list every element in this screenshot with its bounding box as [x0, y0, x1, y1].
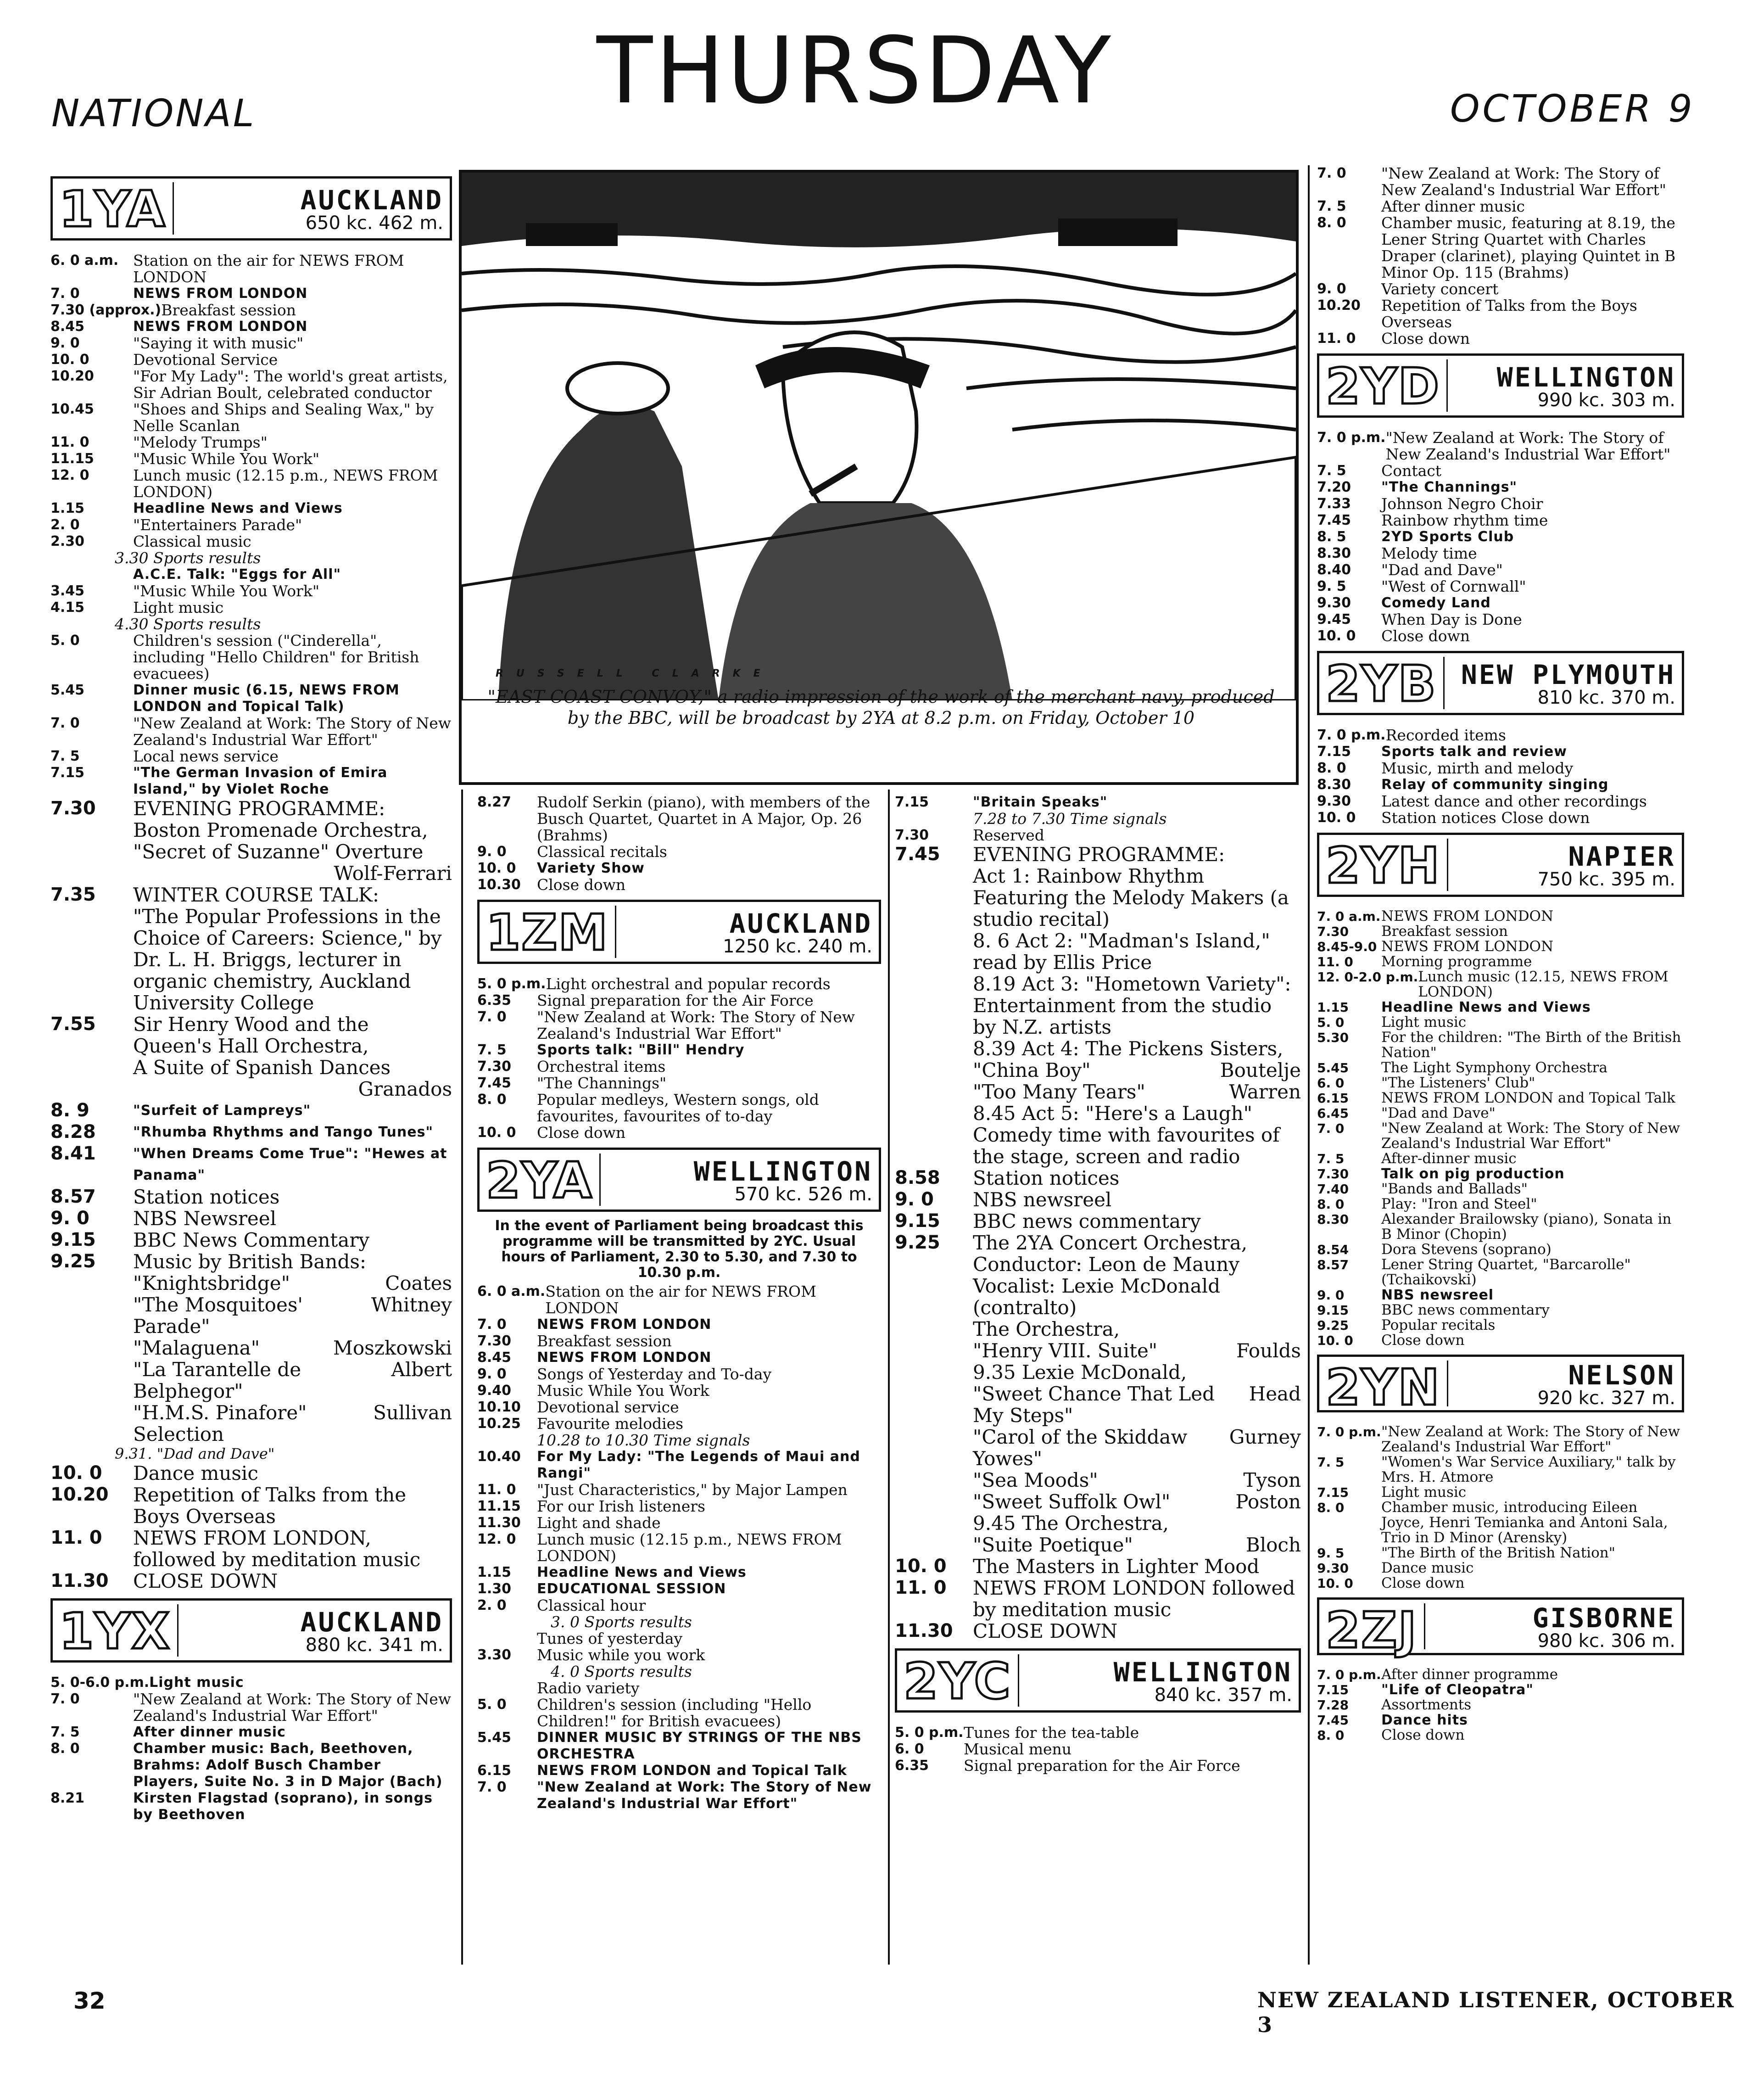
- station-call-sign: 1YX: [59, 1604, 179, 1657]
- station-call-sign: 2YB: [1326, 657, 1445, 709]
- programme-entry: 7. 5 After dinner music: [1317, 197, 1525, 215]
- programme-entry: 7.30 Orchestral items: [477, 1058, 666, 1075]
- programme-entry: A.C.E. Talk: "Eggs for All": [133, 566, 341, 582]
- programme-entry: 8.28 "Rhumba Rhythms and Tango Tunes": [50, 1121, 434, 1142]
- programme-entry: 7. 0 p.m. "New Zealand at Work: The Story of New Zealand's Industrial War Effort": [1317, 1423, 1680, 1455]
- station-city: WELLINGTON: [693, 1156, 872, 1187]
- station-call-sign: 2ZJ: [1326, 1603, 1425, 1649]
- music-title: "Henry VIII. Suite": [973, 1339, 1158, 1362]
- station-frequency: 570 kc. 526 m.: [734, 1184, 872, 1205]
- composer: Coates: [385, 1272, 452, 1294]
- programme-entry: 11. 0 Close down: [1317, 330, 1470, 347]
- programme-entry: 7. 0 "New Zealand at Work: The Story of New Zealand's Industrial War Effort": [1317, 1120, 1680, 1152]
- programme-entry: 8.41 "When Dreams Come True": "Hewes at Panama": [50, 1143, 447, 1183]
- programme-entry: 9. 0 NBS newsreel: [895, 1188, 1112, 1211]
- programme-entry: 8. 0 Chamber music, introducing Eileen Joyce, Henri Temianka and Antoni Sala, Trio in D Minor (Arensky): [1317, 1499, 1668, 1546]
- composer: Boutelje: [1220, 1059, 1301, 1081]
- artist-signature: RUSSELL CLARKE: [496, 668, 773, 679]
- station-header-2yb: [1317, 651, 1684, 715]
- programme-entry: 6. 0 "The Listeners' Club": [1317, 1075, 1535, 1091]
- programme-entry: 8.40 "Dad and Dave": [1317, 561, 1503, 579]
- programme-entry: 5. 0 Light music: [1317, 1014, 1467, 1030]
- programme-entry: 7.28 Assortments: [1317, 1697, 1472, 1713]
- programme-entry: 10. 0 Close down: [1317, 1575, 1465, 1591]
- programme-entry: 7.15 Light music: [1317, 1484, 1467, 1501]
- programme-entry: 9.40 Music While You Work: [477, 1382, 709, 1400]
- programme-entry: 7.15 Sports talk and review: [1317, 744, 1567, 760]
- programme-entry: 8. 0 Chamber music: Bach, Beethoven, Brahms: Adolf Busch Chamber Players, Suite No. 3 in D Major (Bach): [50, 1741, 443, 1790]
- station-frequency: 840 kc. 357 m.: [1154, 1685, 1292, 1706]
- page-date: OCTOBER 9: [1450, 87, 1695, 131]
- programme-entry: 9. 0 NBS Newsreel: [50, 1207, 277, 1230]
- composer: Tyson: [1243, 1469, 1301, 1491]
- programme-entry: 8. 0 Popular medleys, Western songs, old favourites, favourites of to-day: [477, 1091, 819, 1125]
- programme-entry: 3.30 Music while you work: [477, 1646, 705, 1664]
- programme-entry: 9. 5 "West of Cornwall": [1317, 577, 1526, 595]
- programme-entry: 5.45 Dinner music (6.15, NEWS FROM LONDON and Topical Talk): [50, 682, 400, 715]
- station-call-sign: 2YD: [1326, 359, 1448, 412]
- programme-entry: 10.20 "For My Lady": The world's great artists, Sir Adrian Boult, celebrated conductor: [50, 367, 448, 402]
- programme-entry: 7.30 Reserved: [895, 826, 1044, 844]
- programme-entry: 9. 0 Classical recitals: [477, 843, 667, 861]
- programme-entry: 5. 0 p.m. Tunes for the tea-table: [895, 1724, 1139, 1742]
- programme-entry: 10.10 Devotional service: [477, 1398, 679, 1416]
- column-2: [477, 794, 881, 1812]
- music-title: "Knightsbridge": [133, 1272, 290, 1294]
- programme-entry: 9.30 Latest dance and other recordings: [1317, 792, 1647, 810]
- programme-entry: 7.40 "Bands and Ballads": [1317, 1181, 1528, 1197]
- programme-subentry: 4.30 Sports results: [115, 615, 261, 633]
- programme-entry: 9. 0 Variety concert: [1317, 280, 1499, 298]
- programme-entry: 5. 0 Children's session (including "Hello Children!" for British evacuees): [477, 1696, 812, 1730]
- programme-list-2yn: [1317, 1424, 1684, 1591]
- programme-entry: 7.30 (approx.) Breakfast session: [50, 301, 296, 319]
- programme-entry: 6.15 NEWS FROM LONDON and Topical Talk: [1317, 1090, 1675, 1106]
- composer: Warren: [1229, 1081, 1301, 1103]
- programme-entry: 10.45 "Shoes and Ships and Sealing Wax," by Nelle Scanlan: [50, 400, 434, 435]
- programme-entry: 9. 0 "Saying it with music": [50, 334, 304, 352]
- programme-entry: 7. 0 NEWS FROM LONDON: [50, 286, 308, 302]
- programme-entry: 7.30 EVENING PROGRAMME:: [50, 797, 385, 820]
- programme-entry: 7. 5 Contact: [1317, 462, 1442, 480]
- music-title: "La Tarantelle de Belphegor": [133, 1358, 301, 1402]
- programme-entry: 8.54 Dora Stevens (soprano): [1317, 1241, 1552, 1258]
- programme-entry: 12. 0-2.0 p.m. Lunch music (12.15, NEWS FROM LONDON): [1317, 969, 1669, 1000]
- programme-subentry: 7.28 to 7.30 Time signals: [973, 810, 1167, 828]
- programme-entry: 10.25 Favourite melodies: [477, 1415, 684, 1433]
- composer: Foulds: [1236, 1339, 1301, 1362]
- programme-entry: 11.30 CLOSE DOWN: [895, 1620, 1118, 1642]
- column-divider: [888, 790, 890, 1965]
- programme-entry: 7.55 Sir Henry Wood and the Queen's Hall Orchestra,: [50, 1013, 369, 1057]
- programme-entry: 8. 0 Music, mirth and melody: [1317, 759, 1574, 777]
- programme-entry: 10.30 Close down: [477, 876, 626, 894]
- composer: Moszkowski: [333, 1337, 452, 1359]
- composer: Albert: [391, 1358, 452, 1381]
- programme-entry: 10. 0 Close down: [477, 1124, 626, 1142]
- programme-entry: 7. 0 "New Zealand at Work: The Story of New Zealand's Industrial War Effort": [477, 1008, 855, 1042]
- evening-programme-2ya: 7.45 EVENING PROGRAMME: Act 1: Rainbow Rhythm Featuring the Melody Makers (a studio recital) 8. 6 Act 2: "Madman's Island," read by Ellis Price 8.19 Act 3: "Hometown Variety": Entertainment from the studio by N.Z. artists 8.39 Act 4: The Pickens Sisters, "China Boy" Boutelje "Too Many Tears" Warren 8.45 Act 5: "Here's a Laugh" Comedy time with favourites of the stage, screen and radio 8.58 Station notices 9. 0 NBS newsreel 9.15 BBC news commentary 9.25 The 2YA Concert Orchestra, Conductor: Leon de Mauny Vocalist: Lexie McDonald (contralto) The Orchestra, "Henry VIII. Suite" Foulds 9.35 Lexie McDonald, "Sweet Chance That Led My Steps" Head "Carol of the Skiddaw Yowes" Gurney "Sea Moods" Tyson "Sweet Suffolk Owl" Poston 9.45 The Orchestra, "Suite Poetique" Bloch 10. 0 The Masters in Lighter Mood 11. 0 NEWS FROM LONDON followed by meditation music 11.30 CLOSE DOWN: [895, 843, 1301, 1642]
- station-frequency: 980 kc. 306 m.: [1537, 1630, 1675, 1652]
- programme-entry: 5. 0-6.0 p.m. Light music: [50, 1674, 244, 1691]
- programme-entry: 2.30 Classical music: [50, 532, 251, 550]
- station-header-1yx: [50, 1598, 452, 1663]
- programme-entry: 7. 0 NEWS FROM LONDON: [477, 1316, 712, 1333]
- programme-entry: 7.30 Talk on pig production: [1317, 1166, 1565, 1182]
- programme-subentry: 9.31. "Dad and Dave": [115, 1445, 275, 1462]
- music-title: "Sea Moods": [973, 1469, 1098, 1491]
- programme-entry: 8.27 Rudolf Serkin (piano), with members of the Busch Quartet, Quartet in A Major, Op. 26 (Brahms): [477, 793, 871, 844]
- programme-entry: 9.30 Comedy Land: [1317, 595, 1491, 611]
- programme-entry: 10. 0 Variety Show: [477, 860, 645, 876]
- column-divider: [1308, 165, 1310, 1965]
- programme-entry: 11. 0 Morning programme: [1317, 953, 1532, 970]
- station-header-2ya: [477, 1148, 881, 1212]
- station-header-2yh: [1317, 833, 1684, 897]
- programme-entry: 7. 5 After dinner music: [50, 1724, 286, 1740]
- station-frequency: 990 kc. 303 m.: [1537, 390, 1675, 411]
- programme-entry: 9.15 BBC news commentary: [1317, 1302, 1550, 1318]
- programme-entry: 9.15 BBC news commentary: [895, 1210, 1201, 1232]
- programme-entry: 10.20 Repetition of Talks from the Boys Overseas: [1317, 297, 1637, 331]
- programme-list-2zj: [1317, 1667, 1684, 1743]
- programme-entry: 7.45 EVENING PROGRAMME:: [895, 843, 1225, 866]
- ship-deck-illustration: [462, 173, 1296, 700]
- station-frequency: 650 kc. 462 m.: [305, 213, 443, 234]
- programme-entry: 9.25 Popular recitals: [1317, 1317, 1496, 1333]
- programme-entry: 5.45 The Light Symphony Orchestra: [1317, 1059, 1607, 1076]
- programme-entry: 2. 0 Classical hour: [477, 1596, 646, 1614]
- programme-entry: 4.15 Light music: [50, 599, 224, 616]
- station-header-2yd: [1317, 353, 1684, 418]
- programme-entry: 2. 0 "Entertainers Parade": [50, 516, 302, 534]
- programme-entry: 7.45 Dance hits: [1317, 1712, 1468, 1728]
- programme-entry: 9.25 Music by British Bands:: [50, 1250, 367, 1273]
- programme-entry: 7. 0 p.m. "New Zealand at Work: The Story of New Zealand's Industrial War Effort": [1317, 429, 1671, 463]
- programme-entry: 7. 5 "Women's War Service Auxiliary," talk by Mrs. H. Atmore: [1317, 1454, 1676, 1485]
- station-header-2yc: [895, 1648, 1301, 1713]
- programme-entry: 6. 0 a.m. Station on the air for NEWS FROM LONDON: [50, 252, 404, 286]
- programme-entry: 9.15 BBC News Commentary: [50, 1229, 370, 1251]
- programme-subentry: 3. 0 Sports results: [551, 1613, 692, 1631]
- station-header-1zm: [477, 900, 881, 964]
- music-title: "Suite Poetique": [973, 1534, 1133, 1556]
- programme-list-1ya: [50, 252, 452, 798]
- programme-entry: 11. 0 NEWS FROM LONDON, followed by meditation music: [50, 1527, 421, 1571]
- station-frequency: 810 kc. 370 m.: [1537, 687, 1675, 708]
- station-city: GISBORNE: [1532, 1602, 1675, 1634]
- programme-entry: 6.15 NEWS FROM LONDON and Topical Talk: [477, 1763, 847, 1779]
- programme-entry: 7.30 Breakfast session: [477, 1332, 672, 1350]
- station-frequency: 920 kc. 327 m.: [1537, 1388, 1675, 1409]
- programme-list-2yh: [1317, 909, 1684, 1348]
- programme-entry: 7. 0 p.m. After dinner programme: [1317, 1666, 1558, 1683]
- programme-entry: 10.40 For My Lady: "The Legends of Maui and Rangi": [477, 1449, 860, 1481]
- programme-list-2yb: [1317, 727, 1684, 826]
- programme-entry: 11. 0 "Melody Trumps": [50, 433, 268, 451]
- programme-entry: 7. 5 Local news service: [50, 747, 279, 765]
- music-title: "Too Many Tears": [973, 1081, 1145, 1103]
- programme-entry: 10. 0 Close down: [1317, 627, 1470, 645]
- programme-entry: 8.21 Kirsten Flagstad (soprano), in songs by Beethoven: [50, 1790, 433, 1823]
- station-header-2yn: [1317, 1355, 1684, 1417]
- music-title: "Sweet Suffolk Owl": [973, 1490, 1171, 1513]
- music-title: "H.M.S. Pinafore" Selection: [133, 1401, 307, 1445]
- programme-entry: 1.15 Headline News and Views: [1317, 999, 1591, 1015]
- station-city: AUCKLAND: [300, 185, 443, 216]
- composer: Head: [1249, 1383, 1301, 1405]
- programme-entry: 8.45 NEWS FROM LONDON: [50, 319, 308, 335]
- programme-entry: 9.30 Dance music: [1317, 1560, 1474, 1576]
- programme-entry: 7. 0 "New Zealand at Work: The Story of New Zealand's Industrial War Effort": [477, 1779, 872, 1812]
- programme-entry: 8. 5 2YD Sports Club: [1317, 529, 1514, 545]
- station-frequency: 880 kc. 341 m.: [305, 1635, 443, 1656]
- programme-entry: 7.30 Breakfast session: [1317, 923, 1508, 940]
- station-header-2zj: [1317, 1597, 1684, 1659]
- programme-entry: 8.30 Melody time: [1317, 544, 1477, 562]
- programme-entry: 10. 0 Dance music: [50, 1462, 258, 1484]
- programme-list-2yc-continued: [1317, 165, 1684, 347]
- programme-list-2ya: 6. 0 a.m. Station on the air for NEWS FROM LONDON 7. 0 NEWS FROM LONDON 7.30 Breakfast session 8.45 NEWS FROM LONDON 9. 0 Songs of Yesterday and To-day 9.40 Music While You Work 10.10 Devotional service 10.25 Favourite melodies 10.28 to 10.30 Time signals 10.40 For My Lady: "The Legends of Maui and Rangi" 11. 0 "Just Characteristics," by Major Lampen 11.15 For our Irish listeners 11.30 Light and shade 12. 0 Lunch music (12.15 p.m., NEWS FROM LONDON) 1.15 Headline News and Views 1.30 EDUCATIONAL SESSION 2. 0 Classical hour 3. 0 Sports results Tunes of yesterday 3.30 Music while you work 4. 0 Sports results Radio variety 5. 0 Children's session (including "Hello Children!" for British evacuees) 5.45 DINNER MUSIC BY STRINGS OF THE NBS ORCHESTRA 6.15 NEWS FROM LONDON and Topical Talk 7. 0 "New Zealand at Work: The Story of New Zealand's Industrial War Effort": [477, 1283, 881, 1812]
- programme-entry: 7. 0 p.m. Recorded items: [1317, 726, 1506, 744]
- page-title-day: THURSDAY: [597, 17, 1114, 124]
- programme-entry: 7.15 "Life of Cleopatra": [1317, 1682, 1534, 1698]
- programme-entry: 10. 0 The Masters in Lighter Mood: [895, 1555, 1260, 1578]
- programme-entry: 11.15 "Music While You Work": [50, 450, 320, 468]
- station-city: WELLINGTON: [1496, 362, 1675, 393]
- programme-entry: 12. 0 Lunch music (12.15 p.m., NEWS FROM LONDON): [477, 1530, 842, 1565]
- evening-programme-1ya: 7.30 EVENING PROGRAMME: Boston Promenade Orchestra, "Secret of Suzanne" Overture Wolf-Ferrari 7.35 WINTER COURSE TALK: "The Popular Professions in the Choice of Careers: Science," by Dr. L. H. Briggs, lecturer in organic chemistry, Auckland University College 7.55 Sir Henry Wood and the Queen's Hall Orchestra, A Suite of Spanish Dances Granados 8. 9 "Surfeit of Lampreys" 8.28 "Rhumba Rhythms and Tango Tunes" 8.41 "When Dreams Come True": "Hewes at Panama" 8.57 Station notices 9. 0 NBS Newsreel 9.15 BBC News Commentary 9.25 Music by British Bands: "Knightsbridge" Coates "The Mosquitoes' Parade" Whitney "Malaguena" Moszkowski "La Tarantelle de Belphegor" Albert "H.M.S. Pinafore" Selection Sullivan 9.31. "Dad and Dave" 10. 0 Dance music 10.20 Repetition of Talks from the Boys Overseas 11. 0 NEWS FROM LONDON, followed by meditation music 11.30 CLOSE DOWN: [50, 797, 452, 1592]
- station-call-sign: 2YC: [904, 1654, 1019, 1707]
- programme-list-1zm: [477, 976, 881, 1141]
- programme-entry: 8.30 Alexander Brailowsky (piano), Sonata in B Minor (Chopin): [1317, 1211, 1672, 1243]
- programme-subentry: 10.28 to 10.30 Time signals: [537, 1431, 750, 1449]
- programme-entry: 5.30 For the children: "The Birth of the British Nation": [1317, 1029, 1681, 1061]
- station-city: AUCKLAND: [300, 1607, 443, 1638]
- programme-entry: 10. 0 Station notices Close down: [1317, 809, 1590, 827]
- illustration-caption: "EAST COAST CONVOY," a radio impression of the work of the merchant navy, produced by the BBC, will be broadcast by 2YA at 8.2 p.m. on Friday, October 10: [487, 687, 1275, 728]
- composer: Poston: [1235, 1490, 1301, 1513]
- programme-entry: 7.45 "The Channings": [477, 1074, 667, 1092]
- programme-entry: 7.35 WINTER COURSE TALK:: [50, 884, 379, 906]
- music-title: "Sweet Chance That Led My Steps": [973, 1383, 1215, 1427]
- column-4: [1317, 165, 1684, 1743]
- programme-entry: 5. 0 p.m. Light orchestral and popular records: [477, 975, 831, 993]
- programme-entry: 7. 0 a.m. NEWS FROM LONDON: [1317, 908, 1554, 924]
- programme-entry: 10. 0 Devotional Service: [50, 351, 278, 369]
- programme-entry: 11.30 Light and shade: [477, 1514, 661, 1532]
- programme-entry: 6.35 Signal preparation for the Air Force: [895, 1757, 1240, 1775]
- composer: Whitney: [371, 1294, 452, 1316]
- programme-entry: 8. 0 Play: "Iron and Steel": [1317, 1196, 1537, 1212]
- programme-entry: 1.15 Headline News and Views: [50, 500, 343, 516]
- parliament-notice: In the event of Parliament being broadcast this programme will be transmitted by 2YC. Usual hours of Parliament, 2.30 to 5.30, and 7.30 to 10.30 p.m.: [495, 1218, 864, 1281]
- programme-entry: 8. 9 "Surfeit of Lampreys": [50, 1100, 311, 1121]
- composer: Sullivan: [373, 1401, 452, 1424]
- programme-entry: 7. 0 "New Zealand at Work: The Story of New Zealand's Industrial War Effort": [1317, 164, 1666, 199]
- music-title: "The Mosquitoes' Parade": [133, 1294, 303, 1338]
- programme-entry: 11. 0 "Just Characteristics," by Major Lampen: [477, 1481, 848, 1499]
- music-title: "China Boy": [973, 1059, 1091, 1081]
- programme-entry: 6. 0 Musical menu: [895, 1740, 1072, 1758]
- programme-entry: 5. 0 Children's session ("Cinderella", including "Hello Children" for British evacuees): [50, 632, 419, 683]
- programme-entry: 7. 5 After-dinner music: [1317, 1150, 1517, 1167]
- station-city: WELLINGTON: [1113, 1657, 1292, 1688]
- programme-list-2yd: [1317, 430, 1684, 644]
- column-3: [895, 794, 1301, 1774]
- programme-entry: 7. 0 "New Zealand at Work: The Story of New Zealand's Industrial War Effort": [50, 1690, 452, 1725]
- programme-entry: 12. 0 Lunch music (12.15 p.m., NEWS FROM LONDON): [50, 466, 438, 501]
- station-city: AUCKLAND: [729, 908, 872, 939]
- page-number: 32: [73, 1988, 106, 2014]
- programme-entry: 8.45-9.0 NEWS FROM LONDON: [1317, 938, 1554, 955]
- programme-entry: 9. 0 Songs of Yesterday and To-day: [477, 1365, 772, 1383]
- programme-entry: 7. 0 "New Zealand at Work: The Story of New Zealand's Industrial War Effort": [50, 714, 452, 749]
- programme-list-1ya-continued: [477, 794, 881, 893]
- programme-entry: 7. 5 Sports talk: "Bill" Hendry: [477, 1042, 745, 1058]
- programme-entry: 5.45 DINNER MUSIC BY STRINGS OF THE NBS ORCHESTRA: [477, 1730, 862, 1762]
- programme-entry: 9.25 The 2YA Concert Orchestra, Conductor: Leon de Mauny Vocalist: Lexie McDonald (contralto): [895, 1232, 1248, 1319]
- programme-entry: 7.33 Johnson Negro Choir: [1317, 495, 1543, 513]
- programme-entry: 9. 0 NBS newsreel: [1317, 1287, 1494, 1303]
- programme-list-2ya-continued: [895, 794, 1301, 844]
- programme-entry: 8.58 Station notices: [895, 1167, 1120, 1189]
- music-title: "Carol of the Skiddaw Yowes": [973, 1426, 1188, 1470]
- programme-entry: 6. 0 a.m. Station on the air for NEWS FROM LONDON: [477, 1282, 816, 1317]
- station-call-sign: 1YA: [59, 182, 174, 235]
- station-call-sign: 1ZM: [486, 906, 616, 958]
- programme-entry: 9. 5 "The Birth of the British Nation": [1317, 1545, 1615, 1561]
- station-city: NELSON: [1568, 1360, 1675, 1391]
- programme-entry: 7.45 Rainbow rhythm time: [1317, 511, 1548, 529]
- station-city: NAPIER: [1568, 841, 1675, 872]
- programme-entry: 8.30 Relay of community singing: [1317, 777, 1609, 793]
- publication-credit: NEW ZEALAND LISTENER, OCTOBER 3: [1257, 1988, 1735, 2037]
- programme-entry: 8. 0 Close down: [1317, 1727, 1465, 1743]
- programme-entry: 11.15 For our Irish listeners: [477, 1497, 705, 1515]
- programme-entry: 10. 0 Close down: [1317, 1332, 1465, 1349]
- composer: Gurney: [1229, 1426, 1301, 1448]
- station-city: NEW PLYMOUTH: [1461, 659, 1675, 690]
- programme-entry: 8. 0 Chamber music, featuring at 8.19, the Lener String Quartet with Charles Draper (clarinet), playing Quintet in B Minor Op. 115 (Brahms): [1317, 214, 1676, 281]
- column-1: [50, 170, 452, 1823]
- station-frequency: 1250 kc. 240 m.: [723, 936, 872, 957]
- programme-entry: 8.45 NEWS FROM LONDON: [477, 1350, 712, 1366]
- programme-entry: 8.57 Lener String Quartet, "Barcarolle" (Tchaikovski): [1317, 1256, 1631, 1288]
- programme-list-2yc: [895, 1725, 1301, 1774]
- station-call-sign: 2YH: [1326, 839, 1448, 891]
- programme-entry: 8.57 Station notices: [50, 1186, 280, 1208]
- programme-entry: 6.45 "Dad and Dave": [1317, 1105, 1496, 1121]
- music-title: "Malaguena": [133, 1337, 260, 1359]
- column-divider: [461, 790, 463, 1965]
- programme-entry: 6.35 Signal preparation for the Air Force: [477, 991, 814, 1009]
- programme-entry: 1.15 Headline News and Views: [477, 1564, 747, 1580]
- programme-entry: 10.20 Repetition of Talks from the Boys Overseas: [50, 1484, 407, 1528]
- station-frequency: 750 kc. 395 m.: [1537, 869, 1675, 890]
- station-header-1ya: [50, 176, 452, 241]
- programme-entry: 3.45 "Music While You Work": [50, 582, 320, 600]
- programme-entry: 11.30 CLOSE DOWN: [50, 1570, 278, 1592]
- programme-entry: 7.20 "The Channings": [1317, 479, 1518, 495]
- programme-entry: 7.15 "Britain Speaks": [895, 794, 1108, 810]
- station-call-sign: 2YN: [1326, 1361, 1448, 1406]
- programme-entry: 7.15 "The German Invasion of Emira Island," by Violet Roche: [50, 765, 388, 797]
- station-call-sign: 2YA: [486, 1154, 601, 1206]
- network-label: NATIONAL: [51, 92, 256, 135]
- programme-entry: 1.30 EDUCATIONAL SESSION: [477, 1581, 726, 1597]
- programme-entry: 9.45 When Day is Done: [1317, 610, 1522, 628]
- programme-subentry: 3.30 Sports results: [115, 549, 261, 567]
- programme-entry: 11. 0 NEWS FROM LONDON followed by meditation music: [895, 1577, 1295, 1621]
- programme-subentry: 4. 0 Sports results: [551, 1663, 692, 1680]
- programme-list-1yx: [50, 1674, 452, 1823]
- composer: Bloch: [1245, 1534, 1301, 1556]
